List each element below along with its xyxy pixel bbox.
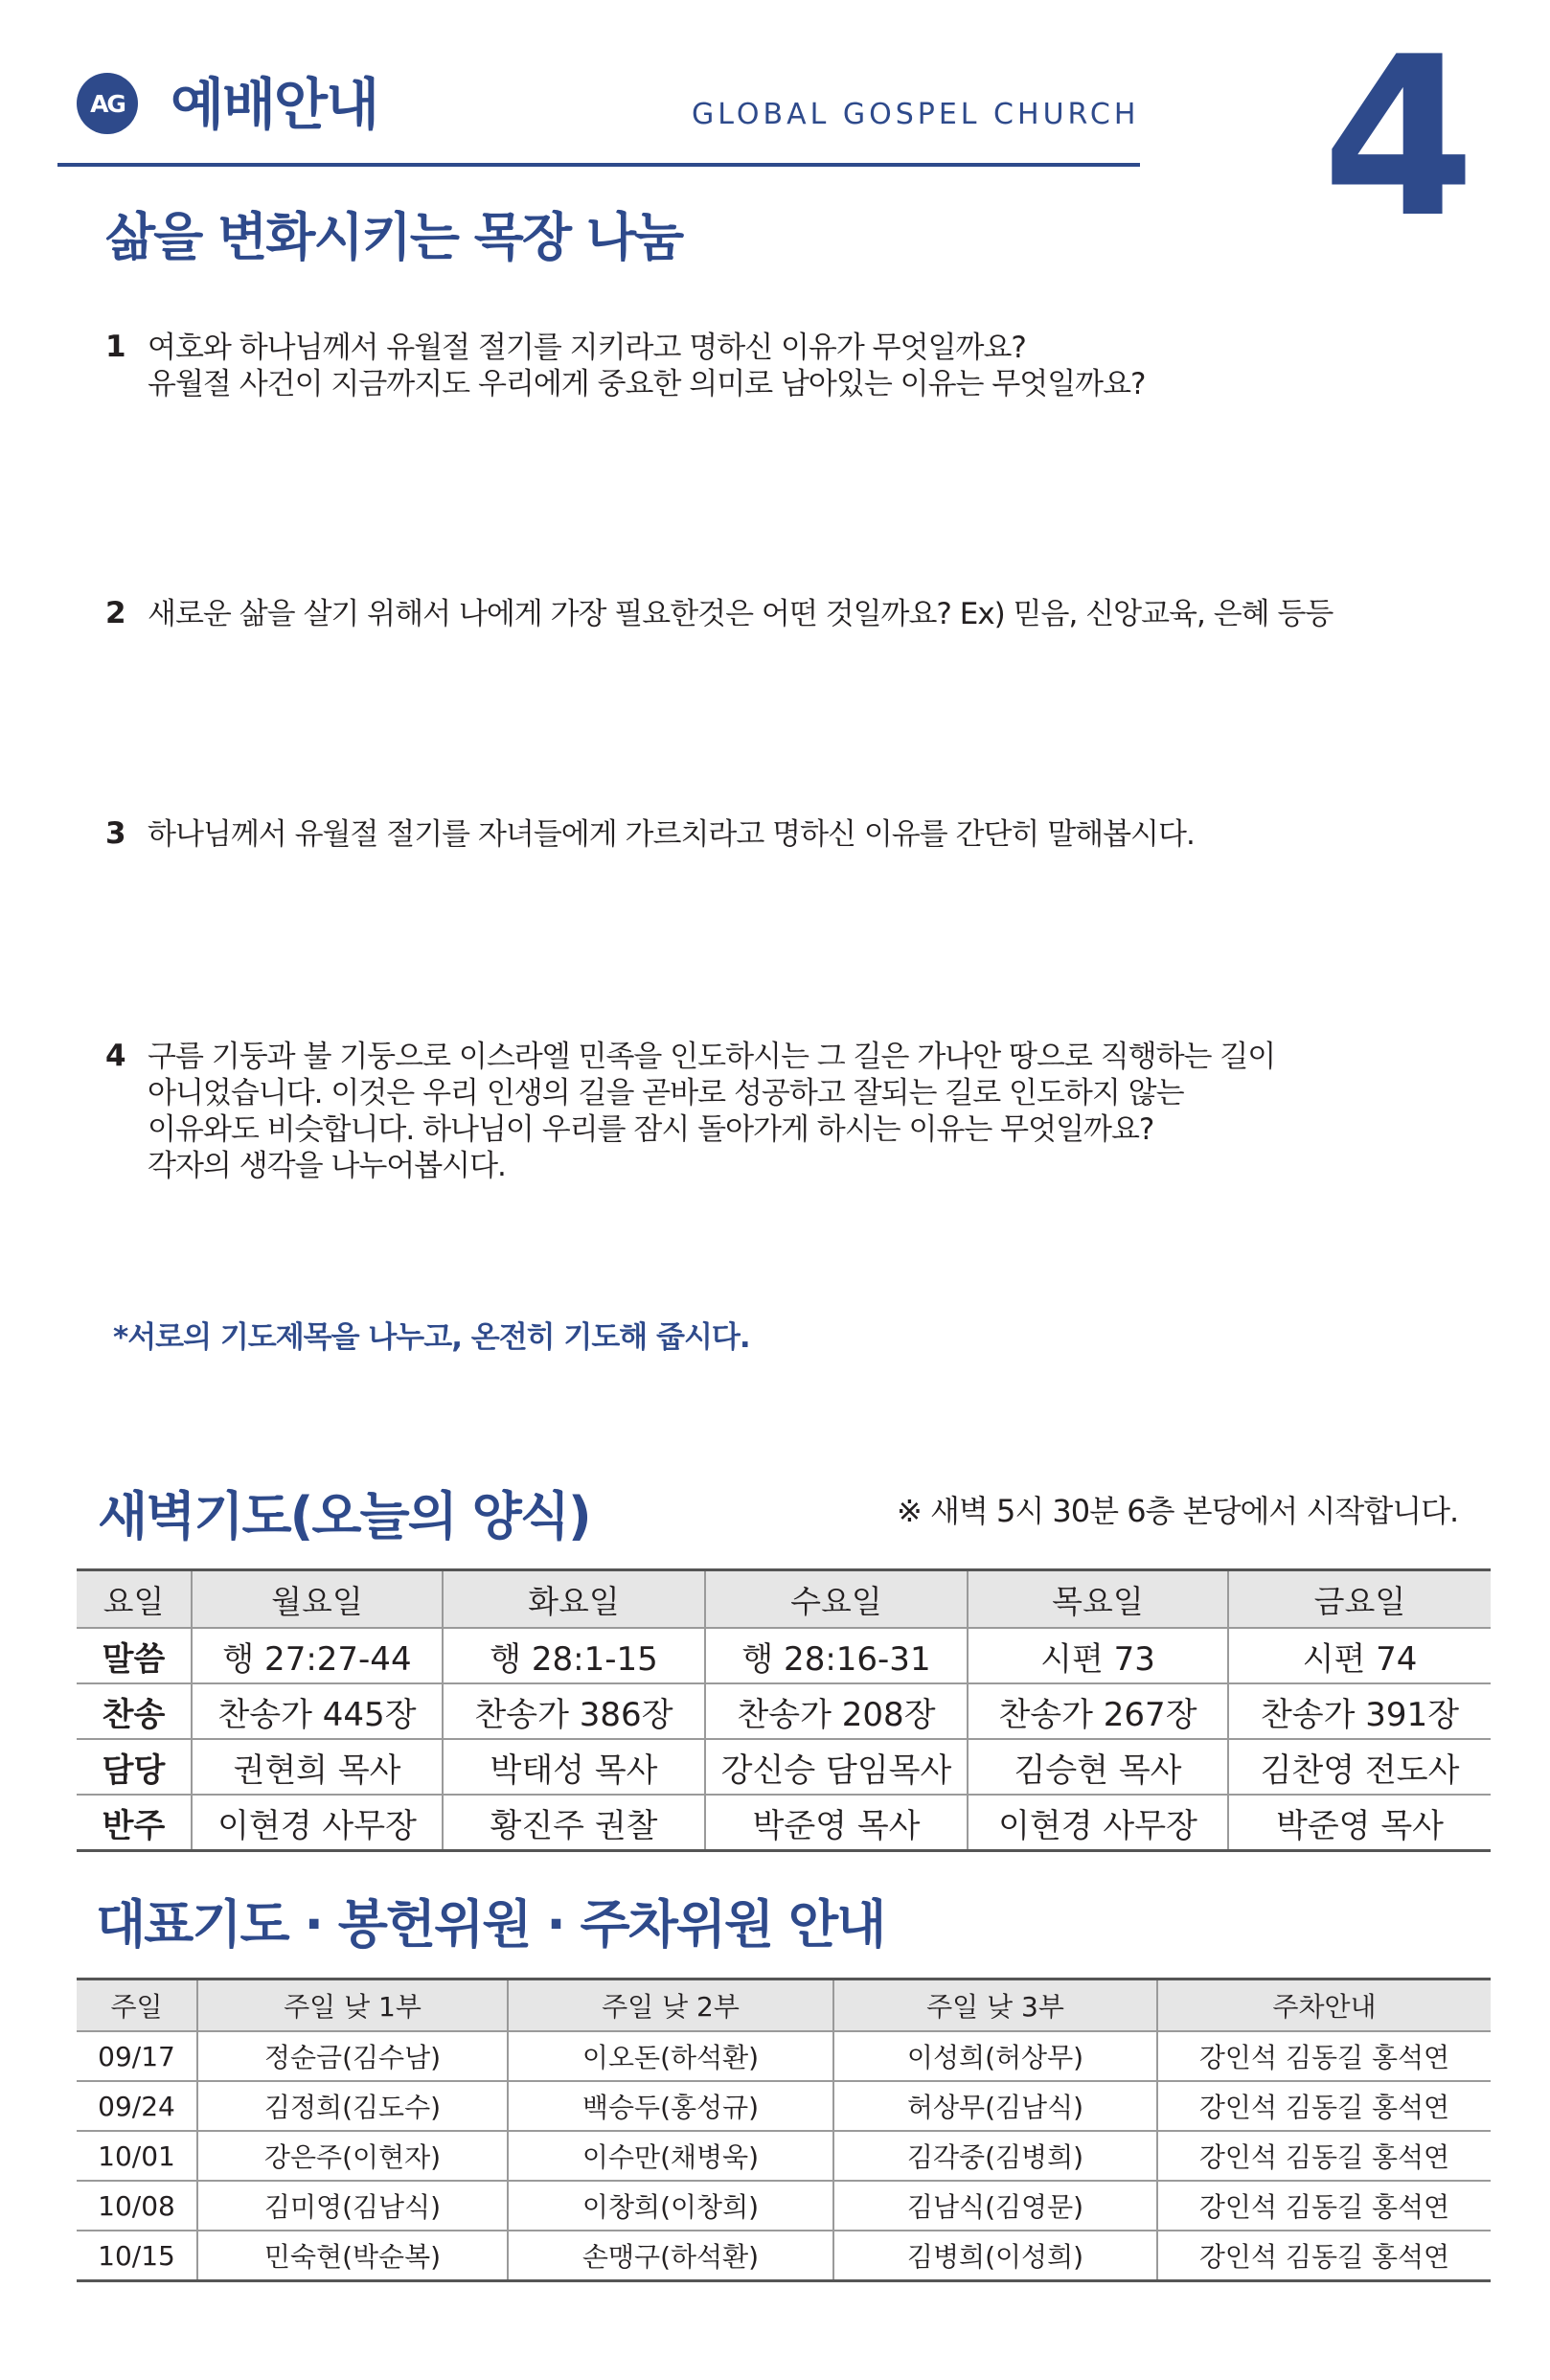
row-label: 반주 — [77, 1795, 192, 1851]
table-cell: 황진주 권찰 — [443, 1795, 705, 1851]
question-line: 새로운 삶을 살기 위해서 나에게 가장 필요한것은 어떤 것일까요? Ex) 믿음, 신앙교육, 은혜 등등 — [148, 597, 1333, 631]
table-cell: 행 28:1-15 — [443, 1628, 705, 1683]
table-cell: 행 28:16-31 — [705, 1628, 968, 1683]
page-number: 4 — [1322, 11, 1476, 266]
date-cell: 10/15 — [77, 2231, 197, 2281]
table-cell: 강신승 담임목사 — [705, 1739, 968, 1795]
question-line: 하나님께서 유월절 절기를 자녀들에게 가르치라고 명하신 이유를 간단히 말해봅시다. — [148, 817, 1195, 852]
table-header-row — [77, 1980, 1491, 2032]
table-cell: 이창희(이창희) — [508, 2181, 833, 2231]
question-line: 유월절 사건이 지금까지도 우리에게 중요한 의미로 남아있는 이유는 무엇일까요? — [148, 367, 1146, 401]
table-cell: 손맹구(하석환) — [508, 2231, 833, 2281]
table-cell: 찬송가 267장 — [968, 1683, 1228, 1739]
table-cell: 강인석 김동길 홍석연 — [1157, 2031, 1491, 2081]
table-cell: 박준영 목사 — [705, 1795, 968, 1851]
table-cell: 허상무(김남식) — [833, 2081, 1157, 2131]
date-cell: 09/17 — [77, 2031, 197, 2081]
question-line: 이유와도 비슷합니다. 하나님이 우리를 잠시 돌아가게 하시는 이유는 무엇일까요? — [148, 1112, 1154, 1147]
table-row — [77, 1795, 1491, 1851]
table-cell: 정순금(김수남) — [197, 2031, 508, 2081]
table-cell: 강인석 김동길 홍석연 — [1157, 2231, 1491, 2281]
table-header-cell: 주일 낮 1부 — [197, 1980, 508, 2032]
question-line: 구름 기둥과 불 기둥으로 이스라엘 민족을 인도하시는 그 길은 가나안 땅으로 직행하는 길이 — [148, 1040, 1276, 1074]
table-cell: 강인석 김동길 홍석연 — [1157, 2131, 1491, 2181]
table-cell: 이현경 사무장 — [192, 1795, 443, 1851]
page-title: 예배안내 — [171, 72, 378, 137]
question-number: 1 — [105, 330, 126, 364]
table-cell: 김미영(김남식) — [197, 2181, 508, 2231]
table-cell: 이수만(채병욱) — [508, 2131, 833, 2181]
table-cell: 김각중(김병희) — [833, 2131, 1157, 2181]
table-cell: 찬송가 391장 — [1228, 1683, 1491, 1739]
table-cell: 강인석 김동길 홍석연 — [1157, 2081, 1491, 2131]
table-row — [77, 1683, 1491, 1739]
dawn-prayer-note: ※ 새벽 5시 30분 6층 본당에서 시작합니다. — [897, 1493, 1459, 1529]
table-row — [77, 2131, 1491, 2181]
table-row — [77, 2231, 1491, 2281]
table-cell: 김승현 목사 — [968, 1739, 1228, 1795]
header-divider — [57, 163, 1140, 167]
table-header-cell: 요일 — [77, 1570, 192, 1629]
table-header-row — [77, 1570, 1491, 1629]
table-cell: 시편 73 — [968, 1628, 1228, 1683]
table-header-cell: 수요일 — [705, 1570, 968, 1629]
table-cell: 민숙현(박순복) — [197, 2231, 508, 2281]
table-cell: 이오돈(하석환) — [508, 2031, 833, 2081]
question-text — [148, 1039, 1275, 1184]
table-header-cell: 목요일 — [968, 1570, 1228, 1629]
table-cell: 권현희 목사 — [192, 1739, 443, 1795]
dawn-prayer-table — [77, 1568, 1491, 1852]
table-header-cell: 화요일 — [443, 1570, 705, 1629]
date-cell: 10/08 — [77, 2181, 197, 2231]
table-row — [77, 2031, 1491, 2081]
table-row — [77, 2181, 1491, 2231]
question-text — [148, 330, 1146, 402]
table-header-cell: 금요일 — [1228, 1570, 1491, 1629]
table-cell: 김정희(김도수) — [197, 2081, 508, 2131]
table-cell: 백승두(홍성규) — [508, 2081, 833, 2131]
table-cell: 행 27:27-44 — [192, 1628, 443, 1683]
question-number: 2 — [105, 596, 126, 630]
table-cell: 김병희(이성희) — [833, 2231, 1157, 2281]
logo-text: AG — [90, 89, 125, 118]
question-line: 각자의 생각을 나누어봅시다. — [148, 1149, 506, 1183]
table-cell: 찬송가 386장 — [443, 1683, 705, 1739]
question-text — [148, 816, 1195, 853]
table-cell: 이현경 사무장 — [968, 1795, 1228, 1851]
row-label: 찬송 — [77, 1683, 192, 1739]
row-label: 말씀 — [77, 1628, 192, 1683]
table-cell: 박태성 목사 — [443, 1739, 705, 1795]
church-name: GLOBAL GOSPEL CHURCH — [692, 98, 1140, 131]
table-header-cell: 주일 낮 3부 — [833, 1980, 1157, 2032]
table-cell: 김남식(김영문) — [833, 2181, 1157, 2231]
dawn-prayer-title: 새벽기도(오늘의 양식) — [98, 1486, 590, 1546]
church-logo — [77, 73, 138, 134]
table-cell: 이성희(허상무) — [833, 2031, 1157, 2081]
table-header-cell: 주일 낮 2부 — [508, 1980, 833, 2032]
question-line: 여호와 하나님께서 유월절 절기를 지키라고 명하신 이유가 무엇일까요? — [148, 331, 1026, 365]
row-label: 담당 — [77, 1739, 192, 1795]
table-cell: 찬송가 208장 — [705, 1683, 968, 1739]
table-row — [77, 2081, 1491, 2131]
date-cell: 09/24 — [77, 2081, 197, 2131]
table-row — [77, 1628, 1491, 1683]
representative-prayer-table — [77, 1978, 1491, 2282]
table-header-cell: 주일 — [77, 1980, 197, 2032]
table-cell: 시편 74 — [1228, 1628, 1491, 1683]
question-number: 4 — [105, 1039, 126, 1073]
table-header-cell: 월요일 — [192, 1570, 443, 1629]
date-cell: 10/01 — [77, 2131, 197, 2181]
table-cell: 김찬영 전도사 — [1228, 1739, 1491, 1795]
table-header-cell: 주차안내 — [1157, 1980, 1491, 2032]
table-cell: 강인석 김동길 홍석연 — [1157, 2181, 1491, 2231]
table-row — [77, 1739, 1491, 1795]
question-text — [148, 596, 1333, 632]
table-cell: 찬송가 445장 — [192, 1683, 443, 1739]
question-line: 아니었습니다. 이것은 우리 인생의 길을 곧바로 성공하고 잘되는 길로 인도하지 않는 — [148, 1076, 1184, 1110]
table-cell: 박준영 목사 — [1228, 1795, 1491, 1851]
question-number: 3 — [105, 816, 126, 851]
prayer-note: *서로의 기도제목을 나누고, 온전히 기도해 줍시다. — [113, 1320, 750, 1355]
representative-prayer-title: 대표기도 · 봉헌위원 · 주차위원 안내 — [96, 1894, 885, 1955]
table-cell: 강은주(이현자) — [197, 2131, 508, 2181]
sharing-section-title: 삶을 변화시키는 목장 나눔 — [105, 207, 683, 267]
